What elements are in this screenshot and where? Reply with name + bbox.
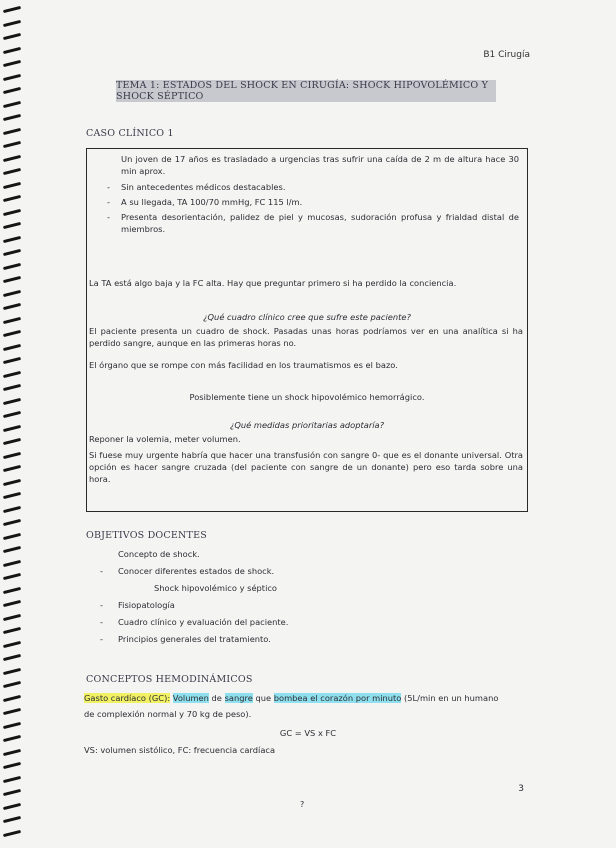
cardiac-output-term: Gasto cardíaco (GC): [84,693,171,703]
case-bullet: - Sin antecedentes médicos destacables. [107,182,286,193]
answer-2-transfusion: Si fuese muy urgente habría que hacer una transfusión con sangre 0- que es el donante universal. Otra opción es hacer sangre cruzada (del paciente con sangre de un donante) pero eso tarda sobre una hora. [89,450,523,485]
objectives-list [98,546,288,648]
objective-item: - Cuadro clínico y evaluación del paciente. [100,617,289,627]
page-title: TEMA 1: ESTADOS DEL SHOCK EN CIRUGÍA: SHOCK HIPOVOLÉMICO Y SHOCK SÉPTICO [116,80,496,102]
pencil-mark: ? [300,800,305,809]
cardiac-output-definition [84,692,524,704]
highlight-volume: Volumen [172,693,209,703]
question-2: ¿Qué medidas prioritarias adoptaría? [229,420,385,430]
def-text: que [252,693,274,703]
objective-item: - Conocer diferentes estados de shock. [100,566,275,576]
highlight-blood: sangre [224,693,253,703]
course-label: B1 Cirugía [483,50,530,60]
answer-1-diagnosis: Posiblemente tiene un shock hipovolémico hemorrágico. [189,392,425,402]
answer-2-volume: Reponer la volemia, meter volumen. [89,434,241,444]
objective-item: Shock hipovolémico y séptico [154,583,278,593]
objective-item: - Fisiopatología [100,600,175,610]
objective-item: Concepto de shock. [118,549,200,559]
highlight-pumping: bombea el corazón por minuto [273,693,402,703]
case-bullet: - A su llegada, TA 100/70 mmHg, FC 115 l/m. [107,197,303,208]
case-bullet-list [99,153,519,238]
answer-1-paragraph: El paciente presenta un cuadro de shock. Pasadas unas horas podríamos ver en una analítica si ha perdido sangre, aunque en las primeras horas no. [89,326,523,349]
answer-1-organ: El órgano que se rompe con más facilidad en los traumatismos es el bazo. [89,360,398,370]
case-heading: CASO CLÍNICO 1 [86,128,174,139]
cardiac-output-definition-cont: de complexión normal y 70 kg de peso). [84,709,252,719]
question-1: ¿Qué cuadro clínico cree que sufre este paciente? [203,312,411,322]
objectives-heading: OBJETIVOS DOCENTES [86,530,207,541]
concepts-heading: CONCEPTOS HEMODINÁMICOS [86,674,253,685]
case-note: La TA está algo baja y la FC alta. Hay que preguntar primero si ha perdido la conciencia. [89,278,457,288]
def-text: de [208,693,225,703]
case-bullet: Un joven de 17 años es trasladado a urgencias tras sufrir una caída de 2 m de altura hace 30 min aprox. [121,154,519,177]
cardiac-output-formula: GC = VS x FC [279,728,337,738]
case-box [86,148,528,512]
formula-legend: VS: volumen sistólico, FC: frecuencia cardíaca [84,745,276,755]
objective-item: - Principios generales del tratamiento. [100,634,271,644]
page-number: 3 [518,784,524,794]
def-text: (5L/min en un humano [401,693,499,703]
case-bullet: - Presenta desorientación, palidez de piel y mucosas, sudoración profusa y frialdad distal de miembros. [107,212,519,235]
